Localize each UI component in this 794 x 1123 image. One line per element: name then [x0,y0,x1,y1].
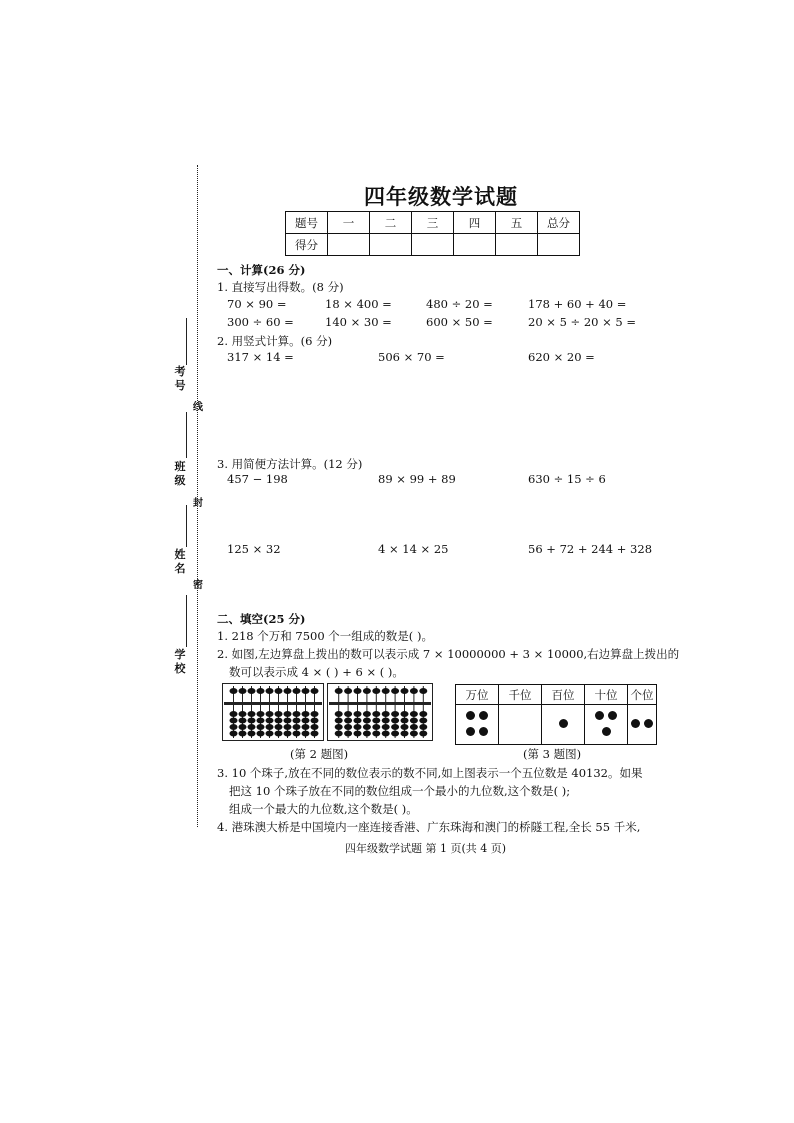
abacus-bead [354,718,362,724]
abacus-bead [391,711,399,717]
margin-blank-line [186,595,187,647]
score-header-cell: 总分 [538,212,580,234]
vertical-calc-item: 506 × 70 = [378,350,445,364]
fill-q4-line1: 4. 港珠澳大桥是中国境内一座连接香港、广东珠海和澳门的桥隧工程,全长 55 千米, [217,820,641,834]
bead-dot [644,719,653,728]
place-header-bai: 百位 [542,685,585,705]
fig3-caption: (第 3 题图) [523,747,582,761]
place-header-shi: 十位 [585,685,628,705]
abacus-bead [311,688,319,694]
bead-dot [608,711,617,720]
abacus-bead [257,688,265,694]
abacus-bead [382,688,390,694]
abacus-bead [410,718,418,724]
abacus-bead [410,731,418,737]
score-header-cell: 二 [370,212,412,234]
abacus-bead [302,731,310,737]
bead-dot [631,719,640,728]
abacus-bead [419,724,427,730]
bead-cell [628,705,657,745]
simplify-item: 4 × 14 × 25 [378,542,449,556]
abacus-bead [284,688,292,694]
abacus-bead [257,718,265,724]
abacus-bead [401,724,409,730]
fill-q2-line2: 数可以表示成 4 × ( ) + 6 × ( )。 [229,665,404,679]
score-row-label: 得分 [286,234,328,256]
score-header-cell: 一 [328,212,370,234]
abacus-bead [410,711,418,717]
abacus-bead [401,688,409,694]
score-blank-cell[interactable] [328,234,370,256]
abacus-bead [311,731,319,737]
abacus-bead [382,711,390,717]
abacus-bead [419,688,427,694]
abacus-bead [419,718,427,724]
abacus-bead [354,724,362,730]
abacus-bead [344,688,352,694]
abacus-bead [275,731,283,737]
fill-q1: 1. 218 个万和 7500 个一组成的数是( )。 [217,629,433,643]
abacus-bead [410,688,418,694]
abacus-bead [344,718,352,724]
abacus-bead [230,731,238,737]
abacus-bead [372,724,380,730]
abacus-bead [284,711,292,717]
calc-item: 480 ÷ 20 = [426,297,493,311]
abacus-bead [275,724,283,730]
margin-blank-line [186,318,187,365]
abacus-bead [363,688,371,694]
abacus-bead [311,718,319,724]
abacus-bead [275,718,283,724]
abacus-bead [284,724,292,730]
abacus-bead [239,731,247,737]
abacus-bead [354,688,362,694]
abacus-bead [335,731,343,737]
abacus-bead [363,724,371,730]
abacus-bead [363,718,371,724]
calc-item: 178 + 60 + 40 = [528,297,627,311]
abacus-bead [382,731,390,737]
abacus-bead [401,718,409,724]
vertical-calc-item: 317 × 14 = [227,350,294,364]
calc-item: 70 × 90 = [227,297,287,311]
abacus-bead [354,731,362,737]
abacus-bead [230,711,238,717]
simplify-item: 630 ÷ 15 ÷ 6 [528,472,606,486]
section-1-heading: 一、计算(26 分) [217,263,306,277]
seal-char-mi: 密 [193,580,203,591]
abacus-right [327,683,433,741]
abacus-bead [257,711,265,717]
abacus-bead [363,711,371,717]
margin-label-class: 班级 [174,460,186,487]
seal-char-xian: 线 [193,402,203,413]
fig2-caption: (第 2 题图) [290,747,349,761]
score-blank-cell[interactable] [412,234,454,256]
bead-dot [595,711,604,720]
place-value-table [455,684,657,745]
abacus-bead [230,724,238,730]
calc-item: 18 × 400 = [325,297,392,311]
abacus-bead [293,688,301,694]
abacus-bead [410,724,418,730]
abacus-bead [391,731,399,737]
bead-cell [456,705,499,745]
abacus-bead [230,718,238,724]
abacus-left [222,683,324,741]
abacus-bead [284,718,292,724]
q2-label: 2. 用竖式计算。(6 分) [217,334,333,348]
bead-cell [542,705,585,745]
simplify-item: 457 − 198 [227,472,288,486]
abacus-bead [344,724,352,730]
score-header-cell: 五 [496,212,538,234]
abacus-bead [354,711,362,717]
abacus-bead [266,731,274,737]
abacus-bead [248,718,256,724]
abacus-bead [239,711,247,717]
calc-item: 300 ÷ 60 = [227,315,294,329]
abacus-bead [401,731,409,737]
calc-item: 20 × 5 ÷ 20 × 5 = [528,315,637,329]
score-blank-cell[interactable] [454,234,496,256]
score-blank-cell[interactable] [496,234,538,256]
simplify-item: 89 × 99 + 89 [378,472,456,486]
abacus-bead [248,731,256,737]
score-blank-cell[interactable] [538,234,580,256]
margin-label-name: 姓名 [174,548,186,575]
abacus-bead [248,711,256,717]
abacus-bead [391,688,399,694]
abacus-bead [335,718,343,724]
abacus-bead [293,718,301,724]
abacus-bead [382,718,390,724]
abacus-bead [239,688,247,694]
score-header-cell: 四 [454,212,496,234]
abacus-bead [302,711,310,717]
abacus-bead [382,724,390,730]
vertical-calc-item: 620 × 20 = [528,350,595,364]
bead-cell [585,705,628,745]
abacus-bead [311,724,319,730]
section-2-heading: 二、填空(25 分) [217,612,306,626]
abacus-beam [329,702,431,705]
bead-dot [466,727,475,736]
bead-dot [479,727,488,736]
q3-label: 3. 用简便方法计算。(12 分) [217,457,363,471]
abacus-bead [248,724,256,730]
abacus-bead [419,731,427,737]
abacus-bead [344,711,352,717]
bead-dot [466,711,475,720]
calc-item: 140 × 30 = [325,315,392,329]
abacus-bead [230,688,238,694]
abacus-bead [391,718,399,724]
bead-dot [479,711,488,720]
page-title: 四年级数学试题 [364,185,518,209]
margin-blank-line [186,412,187,458]
abacus-bead [419,711,427,717]
score-header-cell: 三 [412,212,454,234]
abacus-bead [266,688,274,694]
margin-label-exam-number: 考号 [174,365,186,392]
abacus-bead [275,688,283,694]
abacus-bead [302,724,310,730]
abacus-bead [335,711,343,717]
q1-label: 1. 直接写出得数。(8 分) [217,280,344,294]
bead-dot [602,727,611,736]
abacus-bead [302,718,310,724]
abacus-bead [266,724,274,730]
abacus-bead [293,731,301,737]
calc-item: 600 × 50 = [426,315,493,329]
abacus-bead [257,731,265,737]
bead-cell [499,705,542,745]
margin-label-school: 学校 [174,648,186,675]
abacus-bead [266,718,274,724]
abacus-bead [344,731,352,737]
page-footer: 四年级数学试题 第 1 页(共 4 页) [345,842,507,855]
abacus-bead [401,711,409,717]
score-table [285,211,580,256]
abacus-bead [239,718,247,724]
fill-q2-line1: 2. 如图,左边算盘上拨出的数可以表示成 7 × 10000000 + 3 × 10000,右边算盘上拨出的 [217,647,680,661]
score-blank-cell[interactable] [370,234,412,256]
abacus-bead [372,688,380,694]
seal-char-feng: 封 [193,498,203,509]
abacus-bead [257,724,265,730]
place-header-qian: 千位 [499,685,542,705]
fill-q3-line1: 3. 10 个珠子,放在不同的数位表示的数不同,如上图表示一个五位数是 40132。如果 [217,766,643,780]
abacus-bead [284,731,292,737]
abacus-bead [363,731,371,737]
fill-q3-line2: 把这 10 个珠子放在不同的数位组成一个最小的九位数,这个数是( ); [229,784,571,798]
abacus-bead [302,688,310,694]
score-header-cell: 题号 [286,212,328,234]
abacus-bead [391,724,399,730]
simplify-item: 56 + 72 + 244 + 328 [528,542,653,556]
abacus-bead [372,718,380,724]
abacus-bead [239,724,247,730]
place-header-wan: 万位 [456,685,499,705]
abacus-bead [372,711,380,717]
abacus-bead [293,724,301,730]
abacus-bead [275,711,283,717]
fill-q3-line3: 组成一个最大的九位数,这个数是( )。 [229,802,418,816]
abacus-beam [224,702,322,705]
abacus-bead [248,688,256,694]
abacus-bead [372,731,380,737]
bead-dot [559,719,568,728]
abacus-bead [293,711,301,717]
margin-blank-line [186,505,187,547]
abacus-bead [311,711,319,717]
abacus-bead [266,711,274,717]
simplify-item: 125 × 32 [227,542,281,556]
abacus-bead [335,688,343,694]
place-header-ge: 个位 [628,685,657,705]
abacus-bead [335,724,343,730]
